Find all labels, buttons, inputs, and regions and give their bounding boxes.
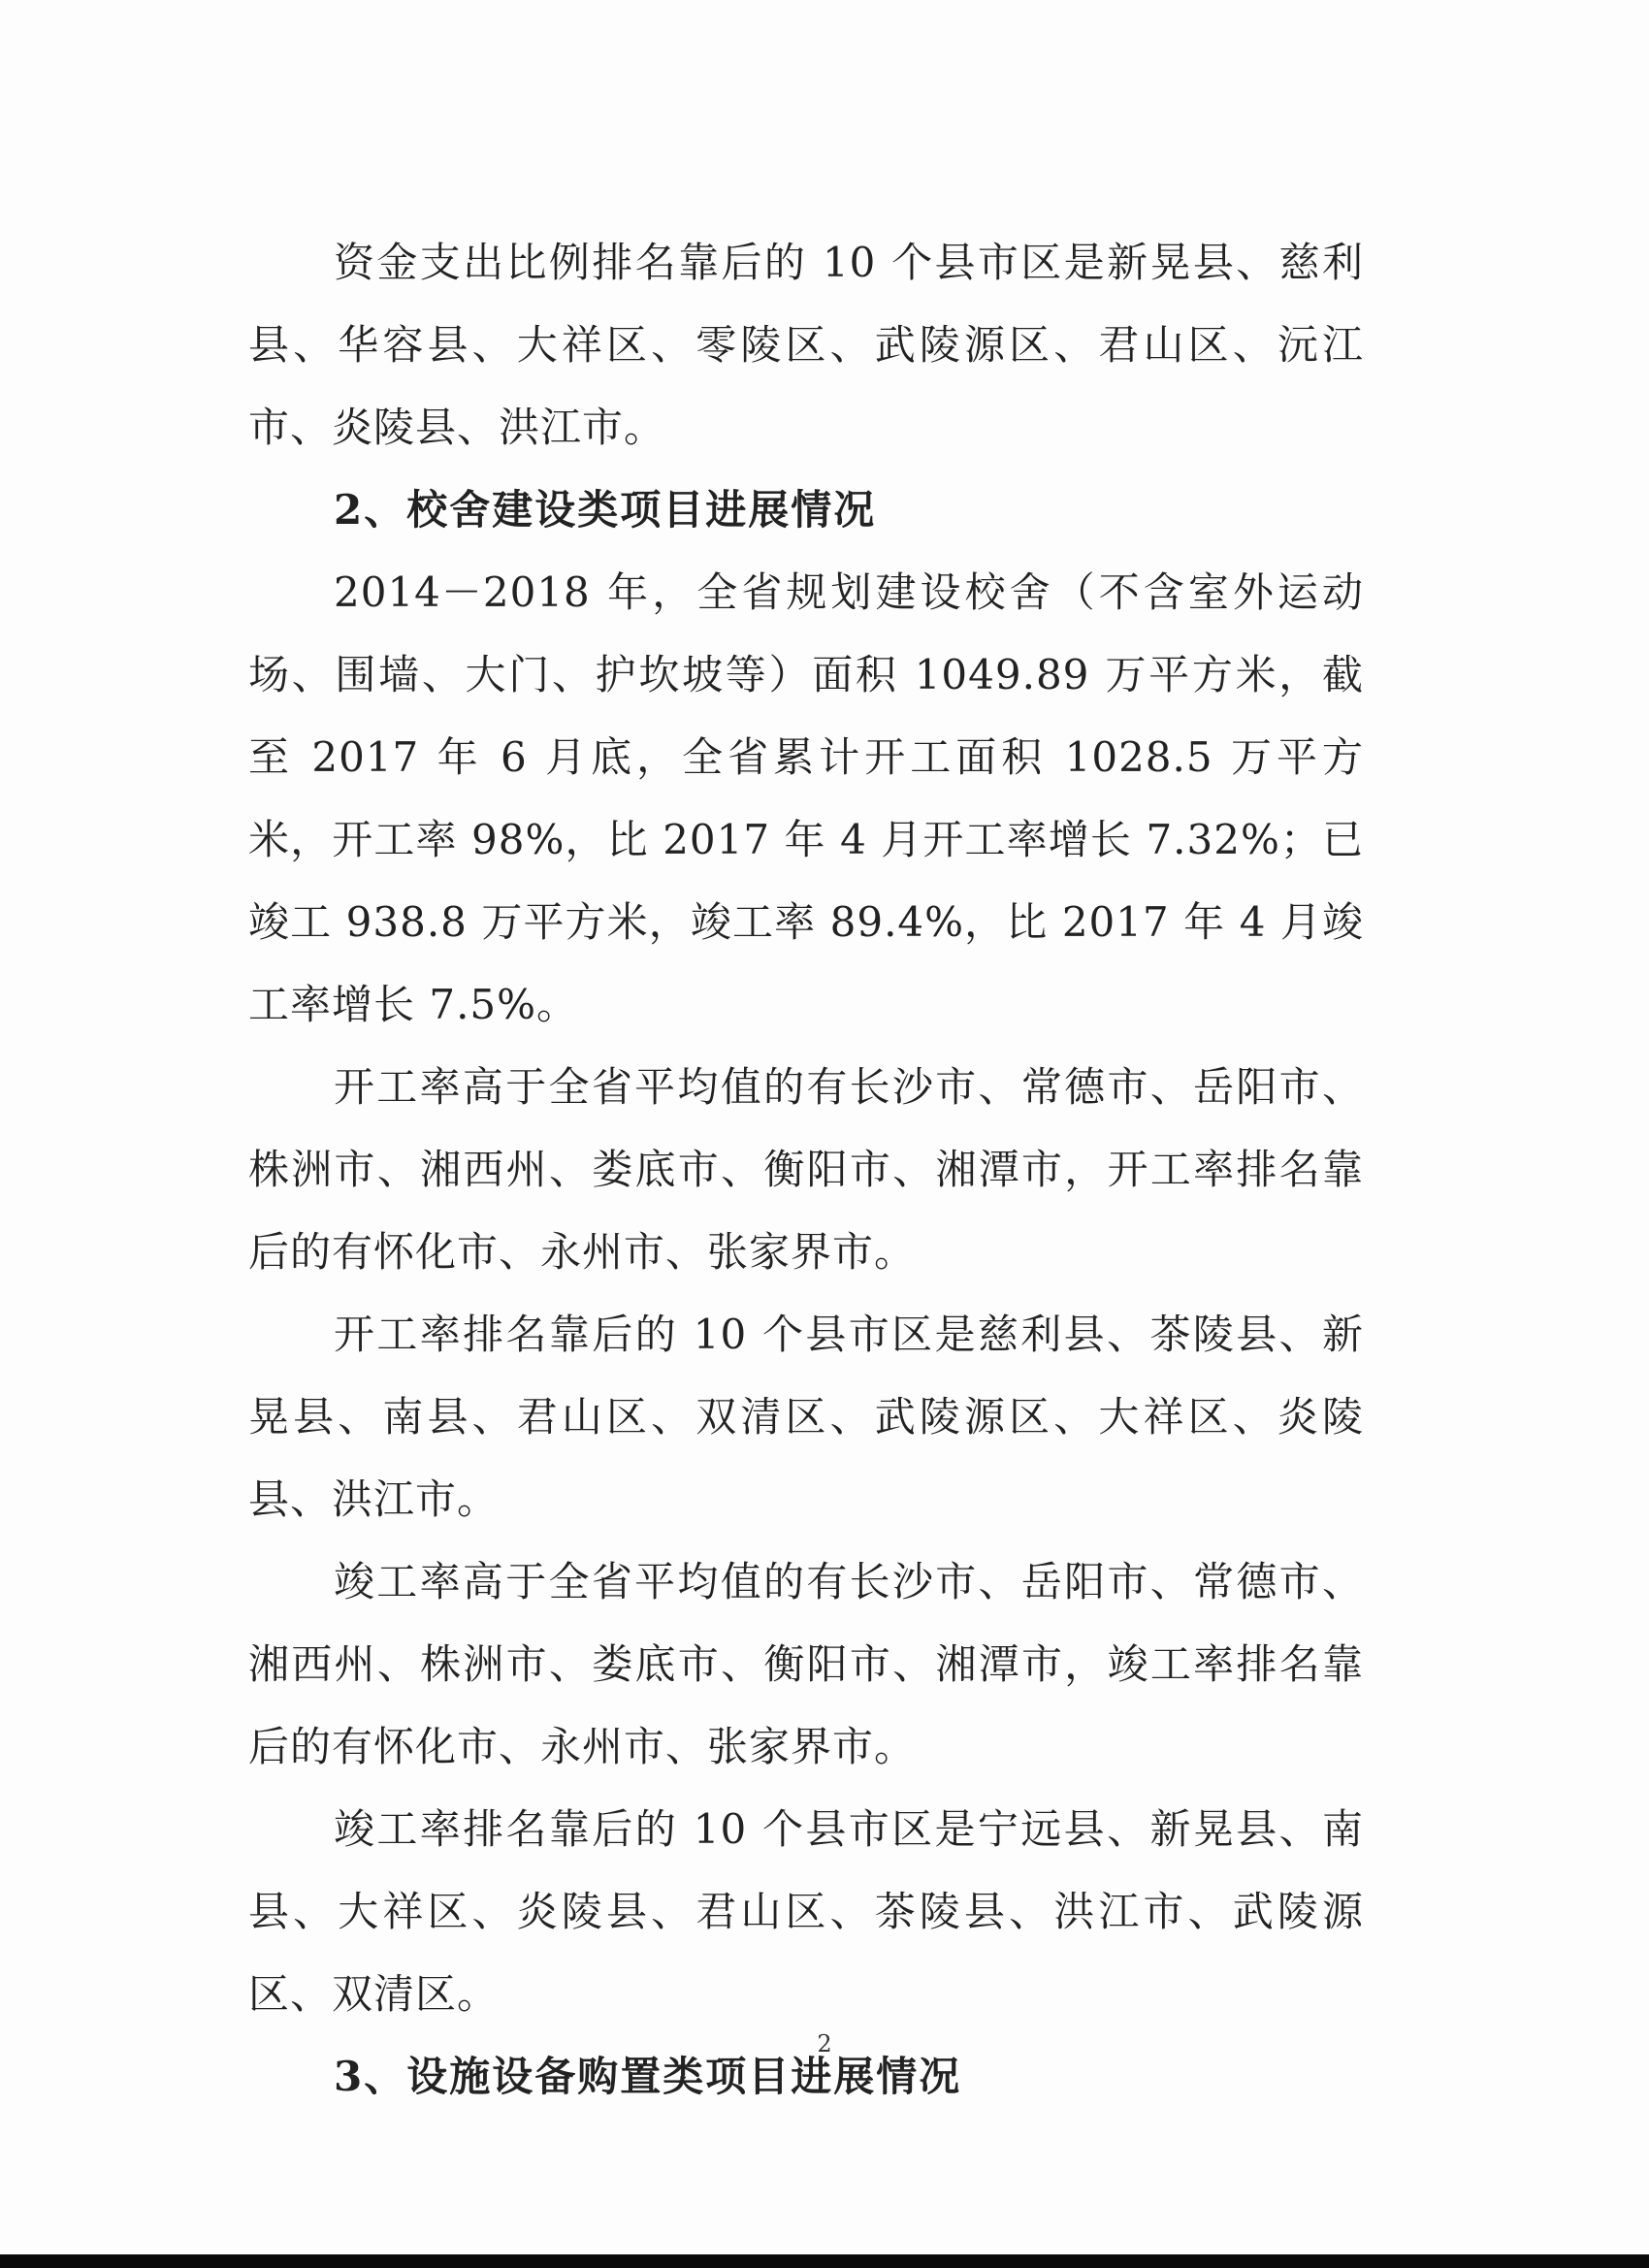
section-heading-school-building: 2、校舍建设类项目进展情况: [334, 486, 877, 534]
page-number: 2: [817, 2030, 832, 2057]
paragraph-start-rate-counties: 开工率排名靠后的 10 个县市区是慈利县、茶陵县、新晃县、南县、君山区、双清区、武陵源区、大祥区、炎陵县、洪江市。: [248, 1311, 1364, 1523]
paragraph-completion-rate-counties: 竣工率排名靠后的 10 个县市区是宁远县、新晃县、南县、大祥区、炎陵县、君山区、茶陵县、洪江市、武陵源区、双清区。: [248, 1805, 1364, 2018]
paragraph-school-building-overview: 2014－2018 年，全省规划建设校舍（不含室外运动场、围墙、大门、护坎坡等）面积 1049.89 万平方米，截至 2017 年 6 月底，全省累计开工面积 1028.5 万平方米，开工率 98%，比 2017 年 4 月开工率增长 7.32%；已竣工 938.8 万平方米，竣工率 89.4%，比 2017 年 4 月竣工率增长 7.5%。: [248, 568, 1364, 1028]
paragraph-start-rate-cities: 开工率高于全省平均值的有长沙市、常德市、岳阳市、株洲市、湘西州、娄底市、衡阳市、湘潭市，开工率排名靠后的有怀化市、永州市、张家界市。: [248, 1063, 1364, 1276]
scan-edge-border: [0, 2254, 1649, 2268]
section-heading-equipment-purchase: 3、设施设备购置类项目进展情况: [334, 2053, 962, 2100]
paragraph-fund-expenditure-ranking: 资金支出比例排名靠后的 10 个县市区是新晃县、慈利县、华容县、大祥区、零陵区、武陵源区、君山区、沅江市、炎陵县、洪江市。: [248, 239, 1364, 451]
paragraph-completion-rate-cities: 竣工率高于全省平均值的有长沙市、岳阳市、常德市、湘西州、株洲市、娄底市、衡阳市、湘潭市，竣工率排名靠后的有怀化市、永州市、张家界市。: [248, 1558, 1364, 1770]
document-body: [248, 221, 1364, 2118]
